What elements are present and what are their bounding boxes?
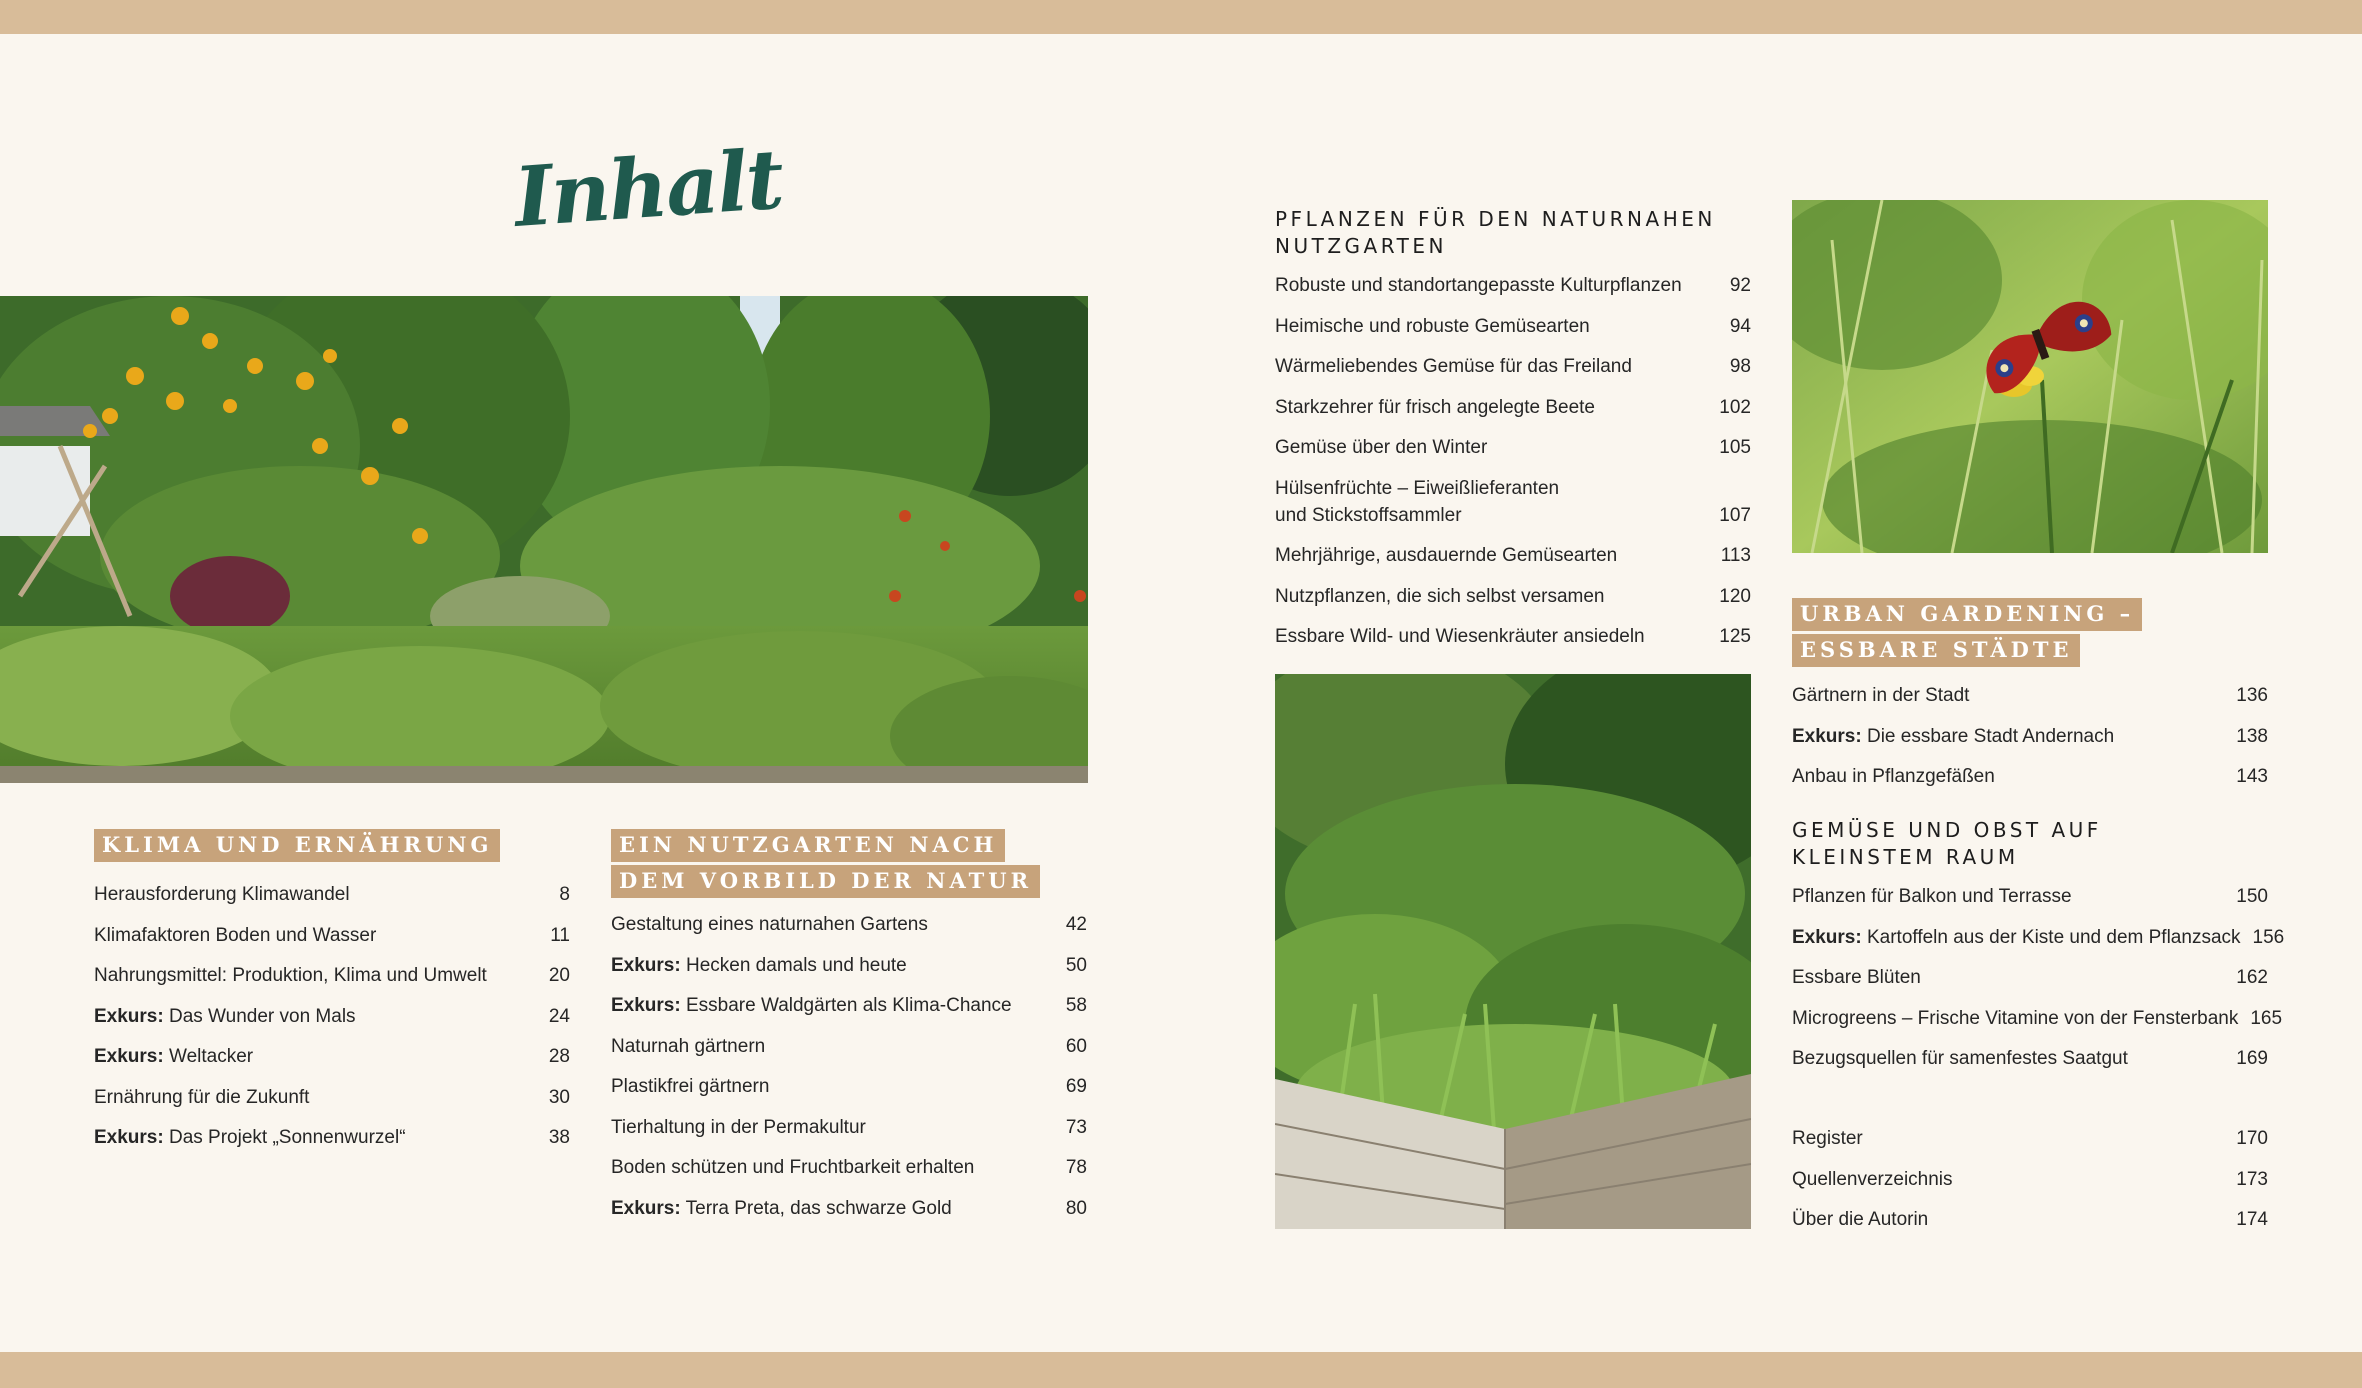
toc-entry-page: 174 [2236,1209,2268,1230]
toc-entry[interactable] [1275,434,1751,461]
toc-entry-page: 98 [1729,356,1751,377]
toc-entry[interactable] [611,992,1087,1019]
toc-entry[interactable] [611,1114,1087,1141]
section-title-line: NUTZGARTEN [1275,234,1447,258]
toc-entry-title: Bezugsquellen für samenfestes Saatgut [1792,1048,2128,1069]
toc-entry[interactable] [1792,883,2268,910]
toc-entry[interactable] [1275,583,1751,610]
toc-entry-page: 50 [1065,954,1087,976]
toc-entry[interactable] [94,1124,570,1151]
section-title-nutzgarten [611,829,1087,901]
toc-entry[interactable] [611,1033,1087,1060]
section-title-line: ESSBARE STÄDTE [1792,634,2080,667]
toc-entry-page: 92 [1729,275,1751,296]
toc-entry[interactable] [1792,723,2268,750]
section-title-line: KLEINSTEM RAUM [1792,845,2019,869]
toc-entry-title: Exkurs: Terra Preta, das schwarze Gold [611,1197,952,1219]
toc-entry-title: Essbare Wild- und Wiesenkräuter ansiedeln [1275,626,1645,647]
bottom-paper-band [0,1352,2362,1388]
toc-entry-title: Naturnah gärtnern [611,1035,766,1057]
toc-entry-page: 120 [1719,585,1751,607]
toc-entry-title: Tierhaltung in der Permakultur [611,1116,866,1138]
toc-entry-title: Mehrjährige, ausdauernde Gemüsearten [1275,545,1618,566]
toc-entry-page: 73 [1065,1116,1087,1138]
toc-entry-title: Gärtnern in der Stadt [1792,685,1970,706]
toc-entry-page: 150 [2236,886,2268,907]
toc-entry[interactable] [611,911,1087,938]
toc-list-pflanzen [1275,272,1751,650]
toc-entry-title: Nahrungsmittel: Produktion, Klima und Umwelt [94,965,487,986]
raised-bed-photo [1275,674,1751,1229]
toc-entry[interactable] [1275,353,1751,380]
toc-entry[interactable] [1792,763,2268,790]
toc-entry[interactable] [1792,1206,2268,1233]
toc-entry-page: 107 [1719,504,1751,526]
toc-entry-page: 125 [1719,626,1751,647]
toc-entry-page: 170 [2236,1128,2268,1149]
toc-entry[interactable] [1792,1005,2283,1032]
toc-entry-page: 94 [1729,315,1751,337]
toc-entry[interactable] [1275,313,1751,340]
toc-entry[interactable] [1792,1125,2268,1152]
toc-entry-title: Wärmeliebendes Gemüse für das Freiland [1275,356,1632,377]
toc-entry-page: 28 [548,1046,570,1067]
toc-entry-title: Gestaltung eines naturnahen Gartens [611,914,928,935]
toc-entry[interactable] [94,922,570,949]
toc-entry-title: Robuste und standortangepasste Kulturpflanzen [1275,275,1682,296]
toc-entry-page: 165 [2250,1007,2283,1029]
toc-entry[interactable] [1792,1166,2268,1193]
toc-entry[interactable] [1792,924,2285,951]
toc-entry[interactable] [611,1154,1087,1181]
toc-entry-title: Exkurs: Kartoffeln aus der Kiste und dem Pflanzsack [1792,926,2241,948]
garden-photo [0,296,1088,783]
toc-entry[interactable] [611,1073,1087,1100]
section-pflanzen [1275,206,1751,664]
toc-entry-page: 80 [1065,1197,1087,1219]
toc-entry[interactable] [611,1195,1087,1222]
toc-entry[interactable] [94,1084,570,1111]
toc-entry-title: Exkurs: Das Projekt „Sonnenwurzel“ [94,1127,406,1148]
toc-entry[interactable] [94,1043,570,1070]
toc-entry-title: Essbare Blüten [1792,967,1921,988]
toc-entry-page: 173 [2236,1168,2268,1190]
toc-entry-page: 136 [2236,685,2268,706]
section-title-pflanzen [1275,206,1751,260]
toc-entry-title: Starkzehrer für frisch angelegte Beete [1275,396,1596,418]
toc-entry[interactable] [94,1003,570,1030]
toc-entry-page: 60 [1065,1035,1087,1057]
toc-list-urban [1792,682,2268,790]
toc-entry-page: 69 [1065,1076,1087,1097]
toc-entry-page: 162 [2236,967,2268,988]
toc-entry-page: 143 [2236,766,2268,787]
toc-entry-title: Exkurs: Das Wunder von Mals [94,1005,356,1027]
toc-list-gemuese [1792,883,2285,1072]
section-anhang [1792,1125,2268,1247]
toc-entry[interactable] [1792,964,2268,991]
toc-entry-title: Exkurs: Weltacker [94,1046,254,1067]
toc-list-nutzgarten [611,911,1087,1222]
toc-entry-page: 138 [2236,725,2268,747]
toc-entry-page: 20 [548,965,570,986]
toc-entry[interactable] [1275,394,1751,421]
section-title-klima [94,829,570,865]
toc-list-klima [94,881,570,1151]
toc-entry[interactable] [1275,542,1751,569]
toc-entry-page: 11 [550,924,570,946]
toc-entry-title: Gemüse über den Winter [1275,437,1488,458]
toc-entry-title: Microgreens – Frische Vitamine von der Fensterbank [1792,1007,2239,1029]
section-urban [1792,598,2268,804]
toc-entry[interactable] [1275,475,1751,529]
toc-entry-page: 38 [548,1127,570,1148]
toc-entry-page: 102 [1719,396,1751,418]
toc-entry-page: 24 [548,1005,570,1027]
toc-entry-title: Klimafaktoren Boden und Wasser [94,924,377,946]
toc-entry-page: 58 [1065,995,1087,1016]
toc-entry-page: 78 [1065,1157,1087,1178]
toc-entry-page: 105 [1719,437,1751,458]
toc-entry-page: 30 [548,1086,570,1108]
toc-entry-title: Register [1792,1128,1863,1149]
toc-entry-page: 169 [2236,1048,2268,1069]
toc-entry-title: Über die Autorin [1792,1209,1929,1230]
section-title-line: DEM VORBILD DER NATUR [611,865,1040,898]
toc-entry[interactable] [1792,682,2268,709]
toc-entry[interactable] [1275,623,1751,650]
toc-entry-title: Hülsenfrüchte – Eiweißlieferanten und Stickstoffsammler [1275,477,1560,526]
section-klima [94,829,570,1165]
toc-entry-title: Boden schützen und Fruchtbarkeit erhalten [611,1157,975,1178]
page-title: Inhalt [511,131,786,246]
section-gemuese [1792,817,2285,1086]
toc-entry[interactable] [94,881,570,908]
section-title-gemuese [1792,817,2268,871]
top-paper-band [0,0,2362,34]
toc-entry-page: 156 [2252,926,2285,948]
toc-entry-title: Exkurs: Die essbare Stadt Andernach [1792,725,2115,747]
toc-entry-title: Anbau in Pflanzgefäßen [1792,766,1995,787]
section-nutzgarten [611,829,1087,1235]
toc-entry[interactable] [94,962,570,989]
section-title-line: EIN NUTZGARTEN NACH [611,829,1005,862]
toc-entry-page: 42 [1065,914,1087,935]
toc-entry-title: Nutzpflanzen, die sich selbst versamen [1275,585,1605,607]
toc-entry-page: 8 [559,884,570,905]
toc-entry-title: Pflanzen für Balkon und Terrasse [1792,886,2072,907]
toc-entry[interactable] [1275,272,1751,299]
toc-list-anhang [1792,1125,2268,1233]
toc-entry-title: Plastikfrei gärtnern [611,1076,770,1097]
toc-entry-title: Ernährung für die Zukunft [94,1086,310,1108]
section-title-urban [1792,598,2268,670]
section-title-line: PFLANZEN FÜR DEN NATURNAHEN [1275,207,1716,231]
toc-entry-title: Herausforderung Klimawandel [94,884,350,905]
section-title-line: GEMÜSE UND OBST AUF [1792,818,2102,842]
toc-entry-title: Exkurs: Essbare Waldgärten als Klima-Chance [611,995,1012,1016]
butterfly-photo [1792,200,2268,553]
toc-entry-title: Exkurs: Hecken damals und heute [611,954,907,976]
section-title-line: KLIMA UND ERNÄHRUNG [94,829,500,862]
toc-entry-title: Quellenverzeichnis [1792,1168,1953,1190]
toc-entry-page: 113 [1720,545,1751,566]
section-title-line: URBAN GARDENING – [1792,598,2142,631]
toc-entry[interactable] [1792,1045,2268,1072]
toc-entry[interactable] [611,952,1087,979]
toc-entry-title: Heimische und robuste Gemüsearten [1275,315,1590,337]
